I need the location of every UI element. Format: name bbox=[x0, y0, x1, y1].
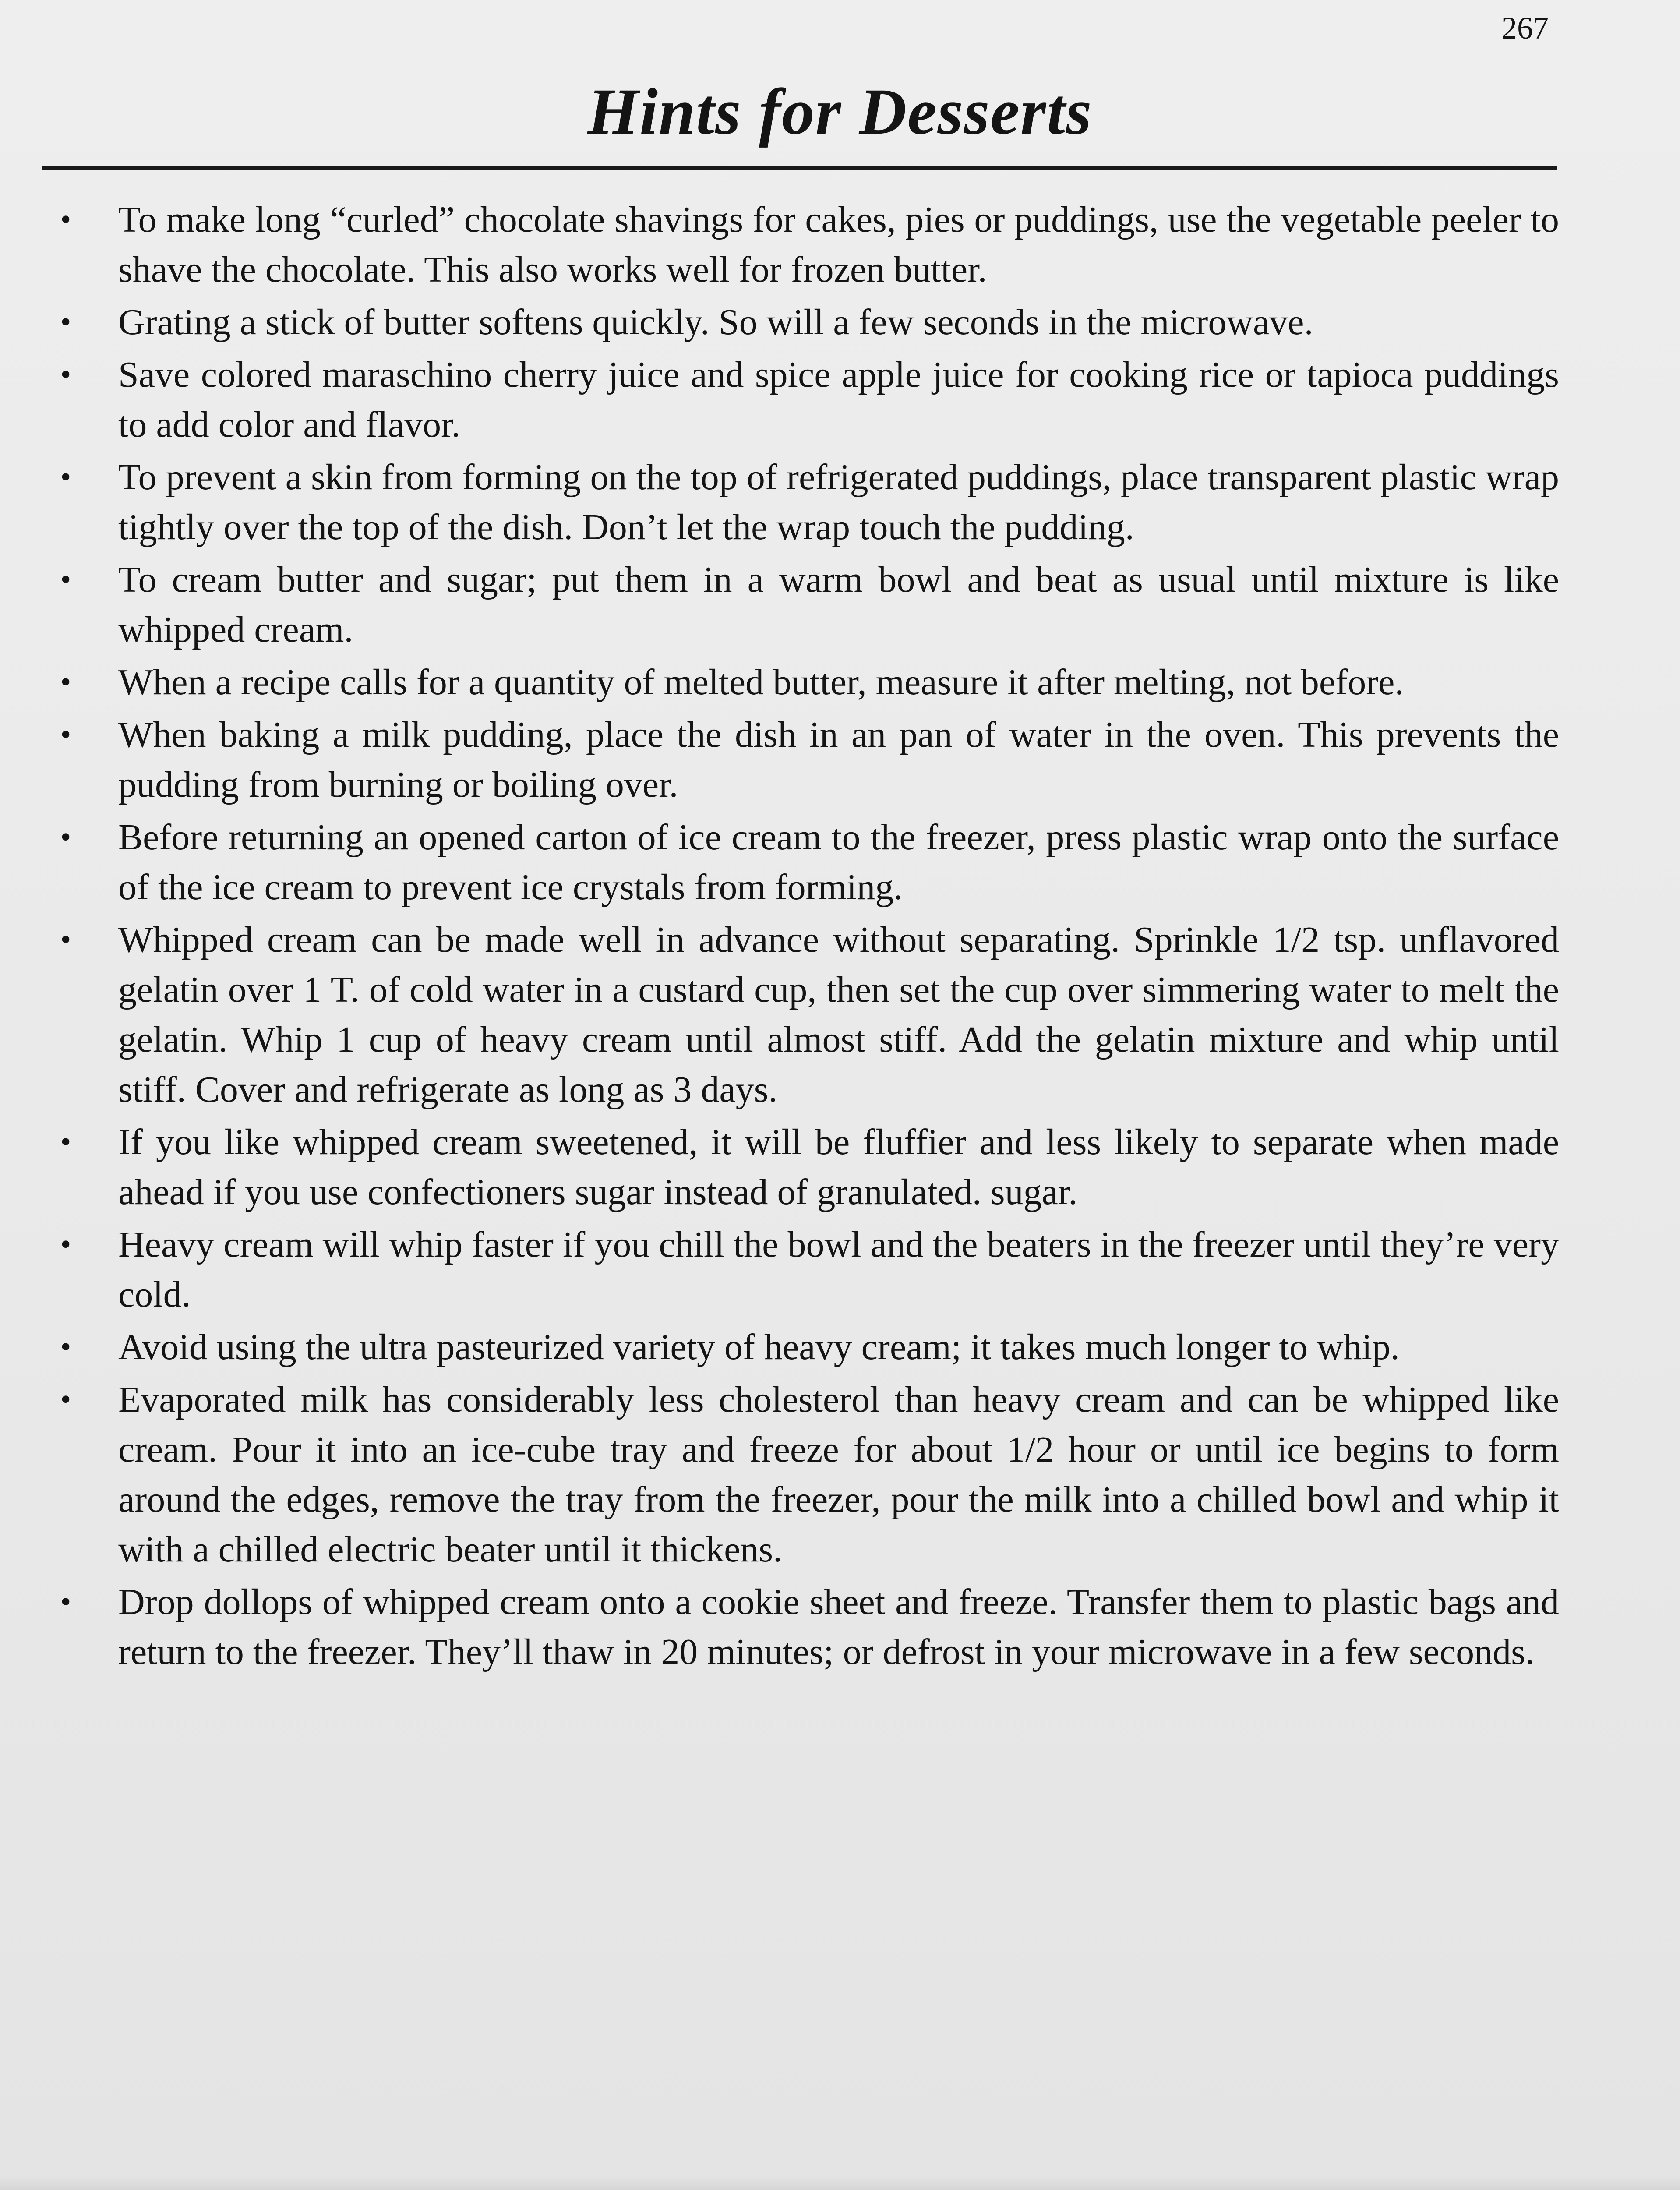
hint-item bbox=[53, 1220, 1559, 1320]
hint-item bbox=[53, 1322, 1559, 1372]
scan-bottom-edge bbox=[0, 2176, 1680, 2190]
hint-item bbox=[53, 350, 1559, 450]
bullet-icon: • bbox=[60, 665, 71, 699]
page-number: 267 bbox=[1501, 11, 1549, 46]
hint-text: To prevent a skin from forming on the top of refrigerated puddings, place transparent plastic wrap tightly over the top of the dish. Don’t let the wrap touch the pudding. bbox=[118, 457, 1559, 548]
bullet-icon: • bbox=[60, 358, 71, 392]
bullet-icon: • bbox=[60, 820, 71, 854]
bullet-icon: • bbox=[60, 1585, 71, 1619]
hint-text: Grating a stick of butter softens quickly. So will a few seconds in the microwave. bbox=[118, 302, 1313, 343]
hint-item bbox=[53, 1375, 1559, 1575]
hint-text: When a recipe calls for a quantity of melted butter, measure it after melting, not before. bbox=[118, 662, 1404, 703]
hint-text: To cream butter and sugar; put them in a warm bowl and beat as usual until mixture is like whipped cream. bbox=[118, 559, 1559, 650]
hint-item bbox=[53, 555, 1559, 655]
hint-item bbox=[53, 1577, 1559, 1677]
hint-item bbox=[53, 812, 1559, 912]
hint-item bbox=[53, 452, 1559, 552]
bullet-icon: • bbox=[60, 1330, 71, 1364]
hint-text: Before returning an opened carton of ice cream to the freezer, press plastic wrap onto the surface of the ice cream to prevent ice crystals from forming. bbox=[118, 817, 1559, 908]
hint-text: When baking a milk pudding, place the dish in an pan of water in the oven. This prevents the pudding from burning or boiling over. bbox=[118, 714, 1559, 805]
hint-item bbox=[53, 297, 1559, 347]
hint-text: To make long “curled” chocolate shavings for cakes, pies or puddings, use the vegetable peeler to shave the chocolate. This also works well for frozen butter. bbox=[118, 199, 1559, 290]
hint-text: Drop dollops of whipped cream onto a cookie sheet and freeze. Transfer them to plastic bags and return to the freezer. They’ll thaw in 20 minutes; or defrost in your microwave in a few seconds. bbox=[118, 1582, 1559, 1672]
hints-list bbox=[53, 195, 1559, 1680]
hint-text: Heavy cream will whip faster if you chill the bowl and the beaters in the freezer until they’re very cold. bbox=[118, 1224, 1559, 1315]
title-divider bbox=[42, 166, 1557, 170]
hint-text: Evaporated milk has considerably less cholesterol than heavy cream and can be whipped like cream. Pour it into an ice-cube tray and freeze for about 1/2 hour or until ice begins to form around the edges, remove the tray from the freezer, pour the milk into a chilled bowl and whip it with a chilled electric beater until it thickens. bbox=[118, 1379, 1559, 1570]
bullet-icon: • bbox=[60, 1125, 71, 1159]
hint-item bbox=[53, 915, 1559, 1115]
bullet-icon: • bbox=[60, 563, 71, 597]
hint-item bbox=[53, 1117, 1559, 1217]
hint-text: If you like whipped cream sweetened, it will be fluffier and less likely to separate when made ahead if you use confectioners sugar instead of granulated. sugar. bbox=[118, 1122, 1559, 1212]
bullet-icon: • bbox=[60, 923, 71, 957]
bullet-icon: • bbox=[60, 718, 71, 752]
hint-text: Avoid using the ultra pasteurized variety of heavy cream; it takes much longer to whip. bbox=[118, 1327, 1400, 1367]
bullet-icon: • bbox=[60, 1228, 71, 1261]
bullet-icon: • bbox=[60, 305, 71, 339]
bullet-icon: • bbox=[60, 203, 71, 237]
bullet-icon: • bbox=[60, 1383, 71, 1416]
hint-item bbox=[53, 657, 1559, 707]
page-title: Hints for Desserts bbox=[587, 75, 1093, 148]
hint-text: Save colored maraschino cherry juice and spice apple juice for cooking rice or tapioca puddings to add color and flavor. bbox=[118, 354, 1559, 445]
bullet-icon: • bbox=[60, 460, 71, 494]
hint-text: Whipped cream can be made well in advance without separating. Sprinkle 1/2 tsp. unflavored gelatin over 1 T. of cold water in a custard cup, then set the cup over simmering water to melt the gelatin. Whip 1 cup of heavy cream until almost stiff. Add the gelatin mixture and whip until stiff. Cover and refrigerate as long as 3 days. bbox=[118, 919, 1559, 1110]
hint-item bbox=[53, 710, 1559, 810]
hint-item bbox=[53, 195, 1559, 295]
